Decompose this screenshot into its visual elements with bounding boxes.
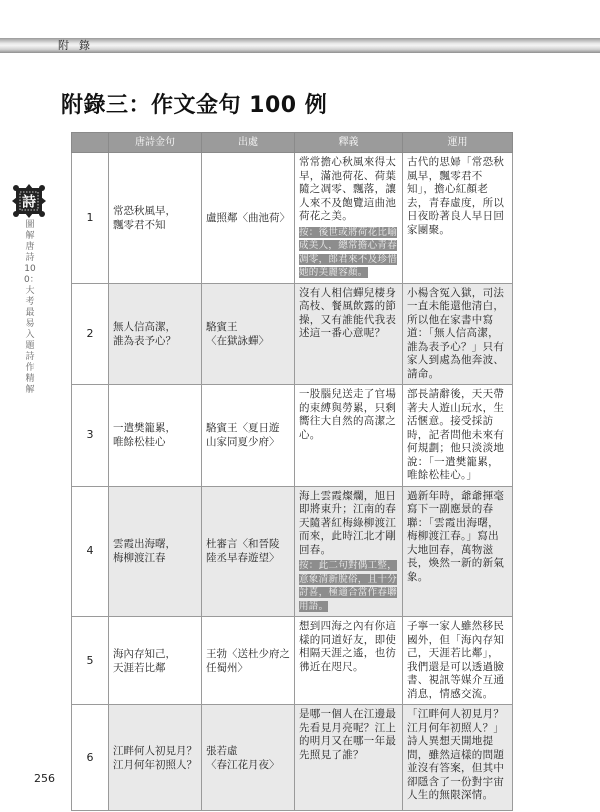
source-line-2: 任蜀州〉 [206,661,248,674]
source-line-1: 杜審言〈和晉陵 [206,538,280,551]
row-number: 4 [72,486,109,617]
usage-cell [403,385,513,487]
col-header-source: 出處 [202,133,295,153]
meaning-cell [295,705,403,811]
poem-quote [109,153,202,284]
usage-text: 古代的思婦「常恐秋風早，飄零君不知」，擔心紅顏老去，青春虛度，所以日夜盼著良人早日回家團聚。 [407,156,505,236]
quote-line-2: 梅柳渡江春 [113,552,166,565]
usage-text: 「江畔何人初見月？江月何年初照人？」詩人異想天開地提問，雖然這樣的問題並沒有答案，但其中卻隱含了一份對宇宙人生的無限深情。 [407,708,505,801]
source-line-1: 盧照鄰〈曲池荷〉 [206,211,290,224]
usage-text: 過新年時，爺爺揮毫寫下一副應景的春聯：「雲霞出海曙，梅柳渡江春。」寫出大地回春，萬物滋長，煥然一新的新氣象。 [407,489,505,583]
quote-line-2: 天涯若比鄰 [113,661,166,674]
poem-quote [109,486,202,617]
quote-line-1: 江畔何人初見月？ [113,744,197,757]
col-header-meaning: 釋義 [295,133,403,153]
usage-text: 部長請辭後，天天帶著夫人遊山玩水，生活愜意。接受採訪時，記者問他未來有何規劃；他只淡淡地說：「一遣樊籠累，唯餘松桂心。」 [407,388,505,481]
book-title-vertical: 圖解唐詩100：大考最易入題詩作精解 [24,220,39,395]
poem-source [202,617,295,705]
usage-cell [403,705,513,811]
meaning-text: 沒有人相信蟬兒棲身高枝、餐風飲露的節操，又有誰能代我表述這一番心意呢？ [299,286,397,339]
poem-source [202,385,295,487]
meaning-cell [295,385,403,487]
poem-quote [109,283,202,385]
annotation-note: 按：後世或將荷花比喻成美人，總常擔心青春凋零，郎君來不及珍惜她的美麗容顏。 [299,226,398,278]
ornamental-poem-emblem-icon [12,184,46,218]
row-number: 5 [72,617,109,705]
quote-line-1: 海內存知己， [113,647,176,660]
col-header-number [72,133,109,153]
row-number: 3 [72,385,109,487]
quote-line-1: 雲霞出海曙， [113,538,176,551]
meaning-cell [295,617,403,705]
quote-line-1: 一遣樊籠累， [113,422,176,435]
quote-line-2: 江月何年初照人？ [113,758,197,771]
meaning-text: 想到四海之內有你這樣的同道好友，即使相隔天涯之遙，也彷彿近在咫尺。 [299,620,397,673]
page-title: 附錄三：作文金句 100 例 [61,93,328,118]
meaning-text: 一股腦兒送走了官場的束縛與勞累，只剩嚮往大自然的高潔之心。 [299,388,397,441]
table-row [72,153,513,284]
table-row [72,705,513,811]
row-number: 1 [72,153,109,284]
table-header-row [72,133,513,153]
source-line-1: 駱賓王 [206,320,238,333]
meaning-text: 海上雲霞燦爛，旭日即將東升；江南的春天隨著紅梅綠柳渡江而來，此時江北才剛回春。 [299,489,397,556]
annotation-note: 按：此二句對偶工整，意象清新脫俗，且十分討喜，極適合當作春聯用語。 [299,560,398,612]
poem-source [202,283,295,385]
table-row [72,385,513,487]
usage-cell [403,153,513,284]
meaning-cell [295,153,403,284]
meaning-cell [295,486,403,617]
source-line-2: 〈在獄詠蟬〉 [206,334,269,347]
col-header-quote: 唐詩金句 [109,133,202,153]
source-line-1: 張若虛 [206,744,238,757]
row-number: 6 [72,705,109,811]
source-line-2: 〈春江花月夜〉 [206,758,280,771]
poem-source [202,153,295,284]
usage-cell [403,486,513,617]
quote-line-2: 飄零君不知 [113,218,166,231]
usage-text: 子寧一家人雖然移民國外，但「海內存知己，天涯若比鄰」，我們還是可以透過臉書、視訊等媒介互通消息，情感交流。 [407,620,505,700]
usage-cell [403,283,513,385]
logo-glyph: 詩 [22,194,36,211]
meaning-text: 是哪一個人在江邊最先看見月亮呢？江上的明月又在哪一年最先照見了誰？ [299,708,397,761]
quote-line-2: 誰為表予心？ [113,334,176,347]
quote-line-1: 無人信高潔， [113,320,176,333]
meaning-cell [295,283,403,385]
quote-line-2: 唯餘松桂心 [113,436,166,449]
source-line-2: 山家同夏少府〉 [206,436,280,449]
quote-line-1: 常恐秋風早， [113,204,176,217]
usage-cell [403,617,513,705]
source-line-2: 陸丞早春遊望〉 [206,552,280,565]
row-number: 2 [72,283,109,385]
usage-text: 小楊含冤入獄，司法一直未能還他清白，所以他在家書中寫道：「無人信高潔，誰為表予心？」只有家人到處為他奔波、請命。 [407,286,505,380]
source-line-1: 王勃〈送杜少府之 [206,647,290,660]
meaning-text: 常常擔心秋風來得太早，滿池荷花、荷葉隨之凋零、飄落，讓人來不及飽覽這曲池荷花之美。 [299,156,397,222]
golden-quotes-table [71,132,513,811]
table-row [72,486,513,617]
poem-quote [109,705,202,811]
source-line-1: 駱賓王〈夏日遊 [206,422,280,435]
poem-source [202,705,295,811]
running-header-label: 附錄 [58,39,100,52]
poem-source [202,486,295,617]
table-row [72,617,513,705]
poem-quote [109,617,202,705]
page-number: 256 [34,772,55,785]
table-row [72,283,513,385]
col-header-usage: 運用 [403,133,513,153]
poem-quote [109,385,202,487]
